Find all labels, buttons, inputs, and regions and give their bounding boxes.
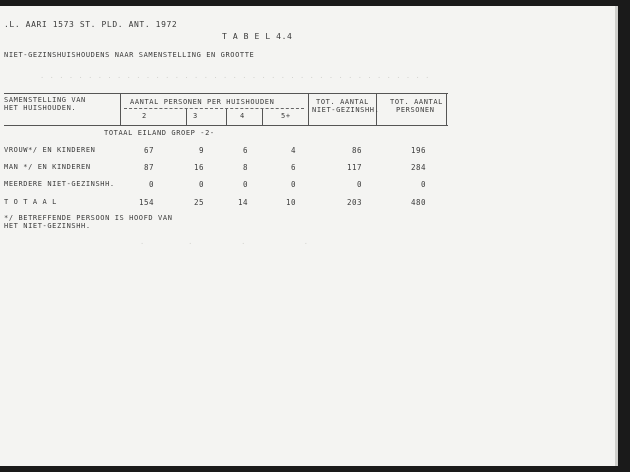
cell: 0 [242, 180, 248, 189]
cell: 154 [138, 198, 154, 207]
cell: 10 [285, 198, 296, 207]
group-header-rule [124, 108, 304, 109]
row-label: MEERDERE NIET-GEZINSHH. [4, 180, 115, 188]
footnote-line-1: */ BETREFFENDE PERSOON IS HOOFD VAN [4, 214, 173, 222]
table-header-bottom-rule [4, 125, 448, 126]
cell: 0 [198, 180, 204, 189]
table-subheader: TOTAAL EILAND GROEP -2- [104, 129, 215, 137]
column-header-total-pers-1: TOT. AANTAL [390, 98, 443, 106]
cell: 86 [351, 146, 362, 155]
column-header-total-niet-1: TOT. AANTAL [316, 98, 369, 106]
column-divider [446, 94, 447, 125]
cell: 0 [356, 180, 362, 189]
cell: 203 [346, 198, 362, 207]
cell: 25 [193, 198, 204, 207]
column-divider [308, 94, 309, 125]
cell: 8 [242, 163, 248, 172]
column-divider [120, 94, 121, 125]
column-divider [262, 109, 263, 125]
column-header-total-pers-2: PERSONEN [396, 106, 435, 114]
size-col-2: 2 [142, 112, 147, 120]
row-label: VROUW*/ EN KINDEREN [4, 146, 96, 154]
column-header-composition-2: HET HUISHOUDEN. [4, 104, 77, 112]
size-col-5plus: 5+ [281, 112, 291, 120]
cell: 14 [237, 198, 248, 207]
size-col-4: 4 [240, 112, 245, 120]
document-page [0, 6, 618, 466]
bleed-through-text: . . . . [140, 238, 309, 246]
page-edge [615, 6, 618, 466]
footnote-line-2: HET NIET-GEZINSHH. [4, 222, 91, 230]
cell: 6 [242, 146, 248, 155]
column-divider [186, 109, 187, 125]
table-row [0, 146, 618, 156]
cell: 480 [410, 198, 426, 207]
row-label: T O T A A L [4, 198, 57, 206]
cell: 67 [143, 146, 154, 155]
cell: 9 [198, 146, 204, 155]
column-divider [226, 109, 227, 125]
cell: 4 [290, 146, 296, 155]
size-col-3: 3 [193, 112, 198, 120]
group-header: AANTAL PERSONEN PER HUISHOUDEN [130, 98, 275, 106]
column-header-composition-1: SAMENSTELLING VAN [4, 96, 86, 104]
bleed-through-text: . . . . . . . . . . . . . . . . . . . . . . . . . . . . . . . . . . . . . . . . . [40, 72, 430, 80]
cell: 196 [410, 146, 426, 155]
row-label: MAN */ EN KINDEREN [4, 163, 91, 171]
cell: 0 [420, 180, 426, 189]
table-row [0, 180, 618, 190]
cell: 284 [410, 163, 426, 172]
cell: 0 [148, 180, 154, 189]
cell: 0 [290, 180, 296, 189]
table-label: T A B E L 4.4 [222, 32, 293, 41]
cell: 117 [346, 163, 362, 172]
table-row [0, 163, 618, 173]
table-subtitle: NIET-GEZINSHUISHOUDENS NAAR SAMENSTELLING EN GROOTTE [4, 51, 255, 59]
column-header-total-niet-2: NIET-GEZINSHH. [312, 106, 380, 114]
cell: 6 [290, 163, 296, 172]
table-row-total [0, 198, 618, 208]
document-reference: .L. AARI 1573 ST. PLD. ANT. 1972 [4, 20, 178, 29]
table-top-rule [4, 93, 448, 94]
cell: 87 [143, 163, 154, 172]
cell: 16 [193, 163, 204, 172]
